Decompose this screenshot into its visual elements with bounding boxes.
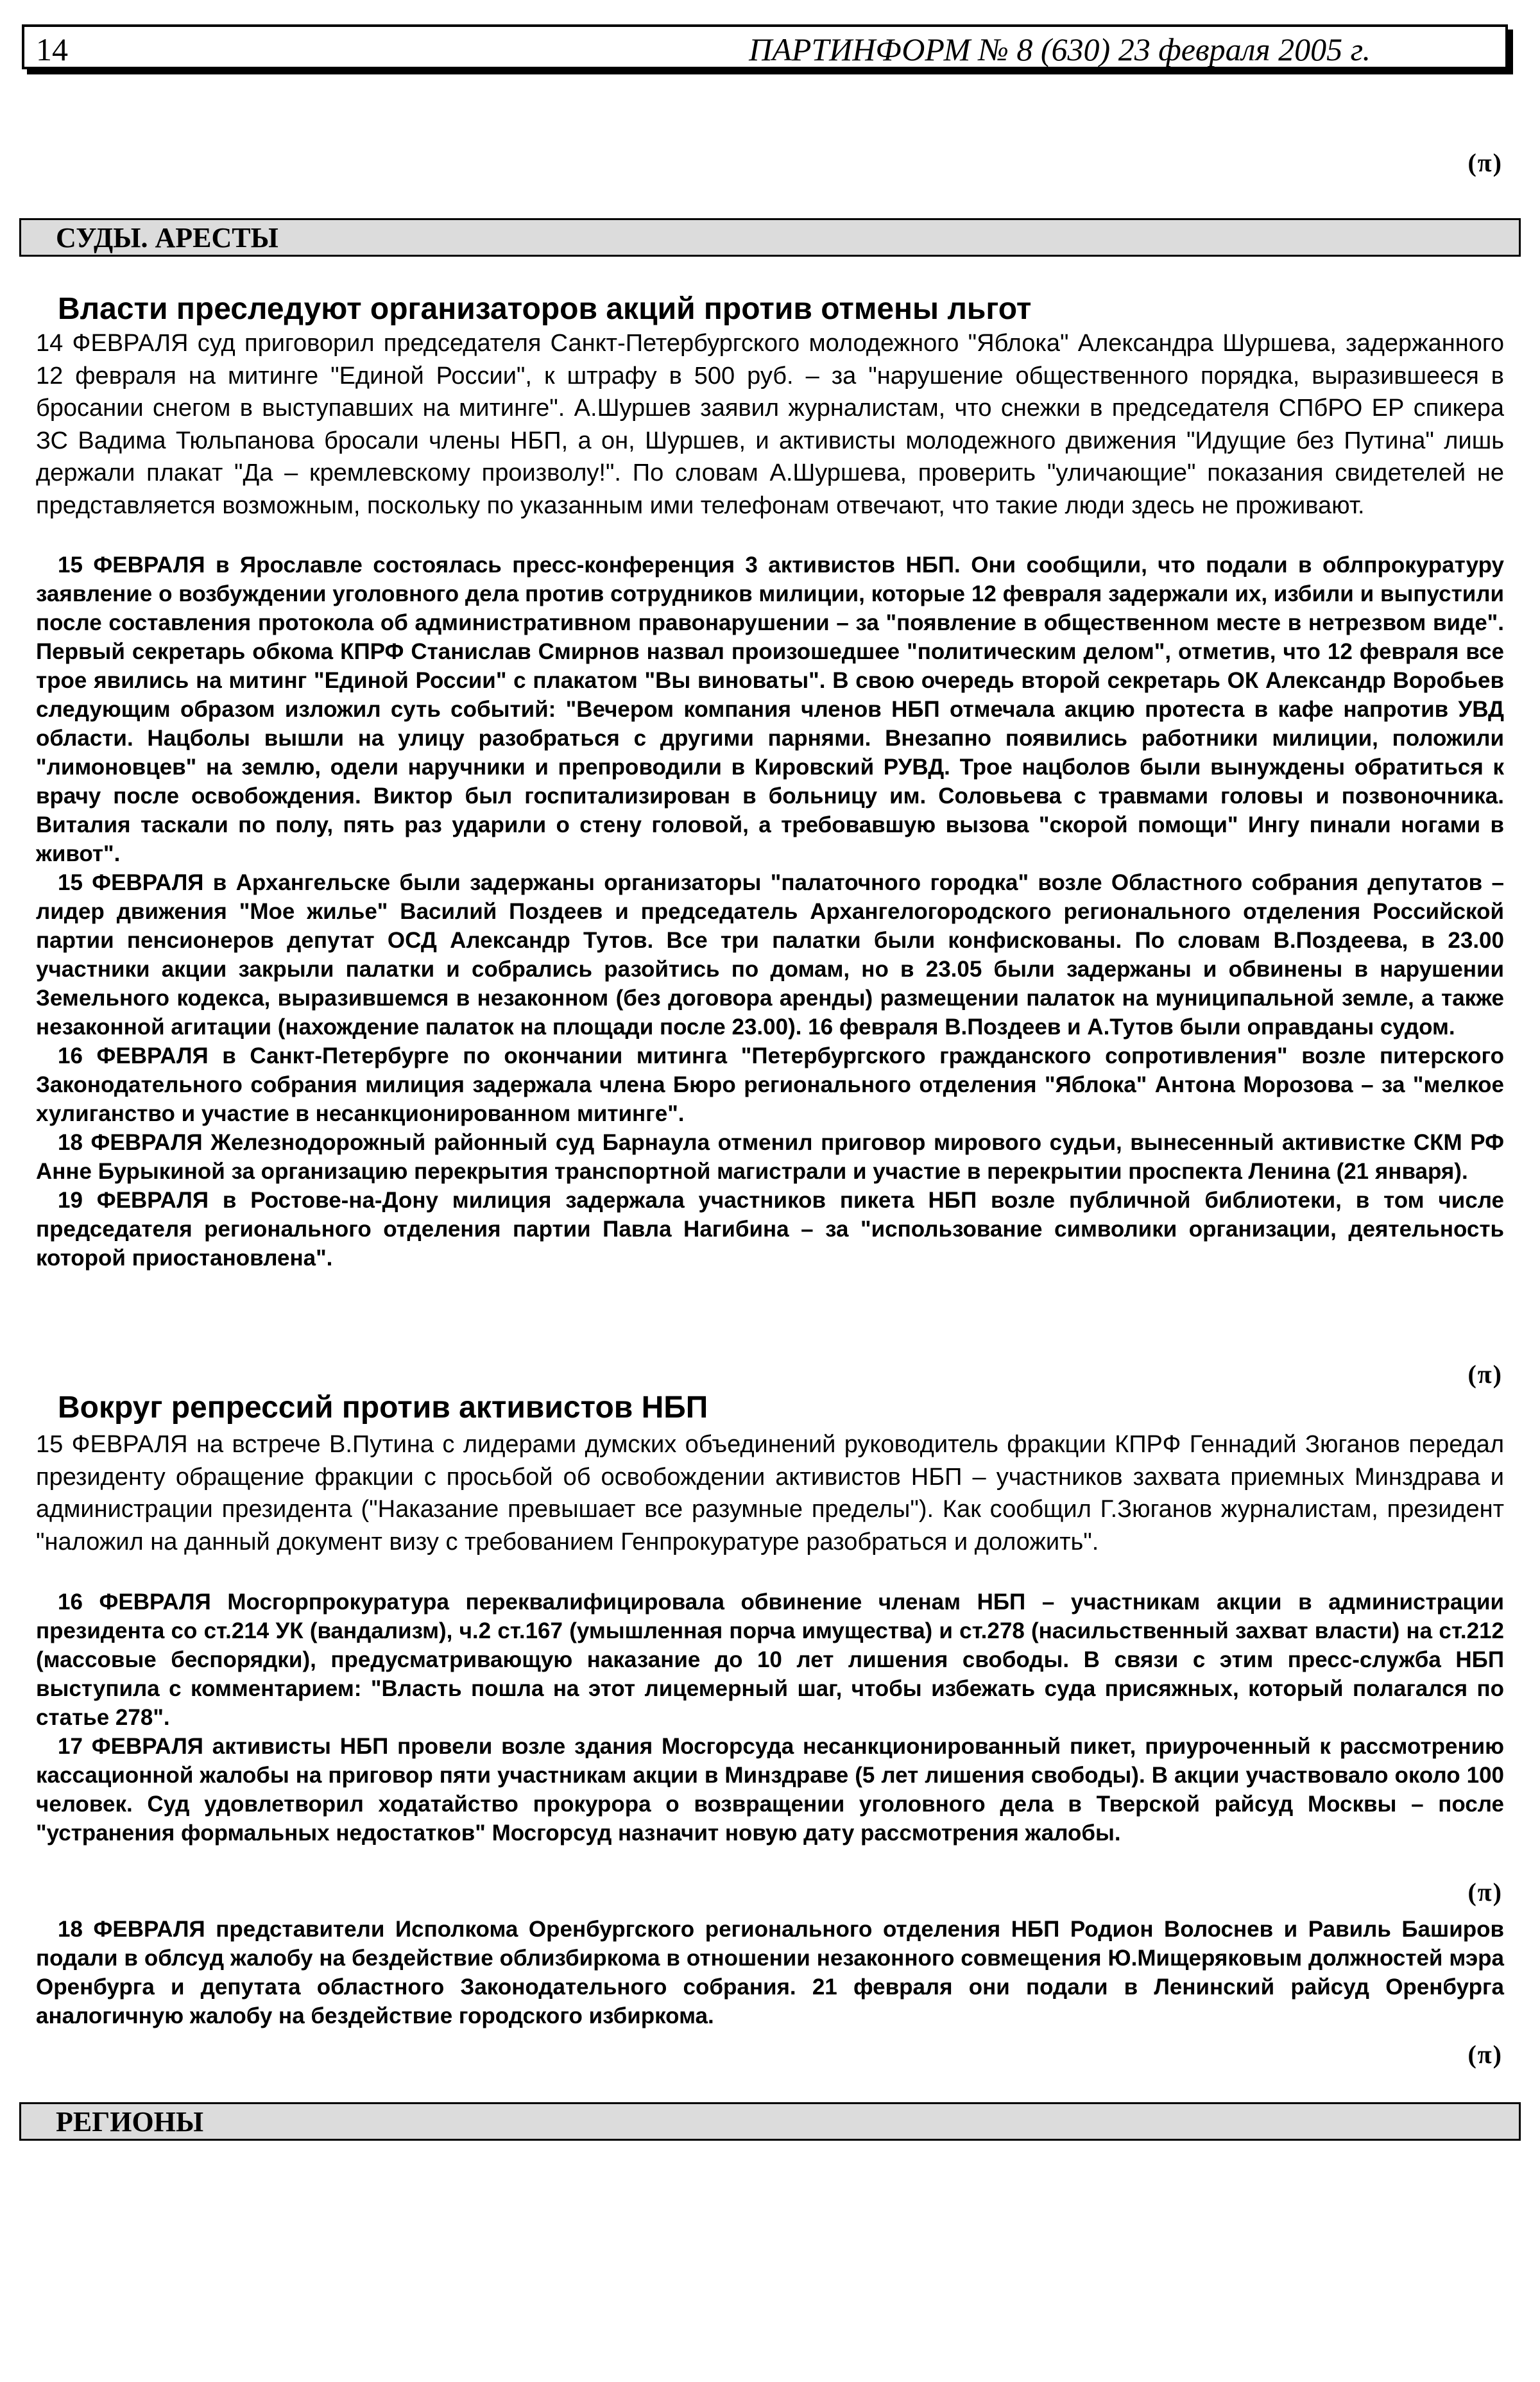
news-paragraph: 19 ФЕВРАЛЯ в Ростове-на-Дону милиция задержала участников пикета НБП возле публичной библиотеки, в том числе председателя регионального отделения партии Павла Нагибина – за "использование символики организации, деятельность которой приостановлена".: [36, 1188, 1504, 1271]
news-paragraph: 18 ФЕВРАЛЯ Железнодорожный районный суд Барнаула отменил приговор мирового судьи, вынесенный активистке СКМ РФ Анне Бурыкиной за организацию перекрытия транспортной магистрали и участие в перекрытии проспекта Ленина (21 января).: [36, 1130, 1504, 1184]
article-body: [36, 1915, 1504, 2030]
publication-title: ПАРТИНФОРМ № 8 (630) 23 февраля 2005 г.: [749, 31, 1371, 67]
source-mark: (π): [1467, 1360, 1503, 1389]
article-headline: Вокруг репрессий против активистов НБП: [58, 1391, 708, 1425]
article-body: [36, 551, 1504, 1272]
source-mark: (π): [1467, 2040, 1503, 2069]
news-paragraph: 15 ФЕВРАЛЯ в Архангельске были задержаны организаторы "палаточного городка" возле Областного собрания депутатов – лидер движения "Мое жилье" Василий Поздеев и председатель Архангелогородского регионального отделения Российской партии пенсионеров депутат ОСД Александр Тутов. Все три палатки были конфискованы. По словам В.Поздеева, в 23.00 участники акции закрыли палатки и собрались разойтись по домам, но в 23.05 были задержаны и обвинены в нарушении Земельного кодекса, выразившемся в незаконном (без договора аренды) размещении палаток на муниципальной земле, а также незаконной агитации (нахождение палаток на площади после 23.00). 16 февраля В.Поздеев и А.Тутов были оправданы судом.: [36, 870, 1504, 1040]
article-headline: Власти преследуют организаторов акций против отмены льгот: [58, 292, 1032, 326]
news-paragraph: 17 ФЕВРАЛЯ активисты НБП провели возле здания Мосгорсуда несанкционированный пикет, приуроченный к рассмотрению кассационной жалобы на приговор пяти участникам акции в Минздраве (5 лет лишения свободы). В акции участвовало около 100 человек. Суд удовлетворил ходатайство прокурора о возвращении уголовного дела в Тверской райсуд Москвы – после "устранения формальных недостатков" Мосгорсуд назначит новую дату рассмотрения жалобы.: [36, 1734, 1504, 1846]
lead-paragraph: 15 ФЕВРАЛЯ на встрече В.Путина с лидерами думских объединений руководитель фракции КПРФ Геннадий Зюганов передал президенту обращение фракции с просьбой об освобождении активистов НБП – участников захвата приемных Минздрава и администрации президента ("Наказание превышает все разумные пределы"). Как сообщил Г.Зюганов журналистам, президент "наложил на данный документ визу с требованием Генпрокуратуре разобраться и доложить".: [36, 1431, 1504, 1555]
news-paragraph: 15 ФЕВРАЛЯ в Ярославле состоялась пресс-конференция 3 активистов НБП. Они сообщили, что подали в облпрокуратуру заявление о возбуждении уголовного дела против сотрудников милиции, которые 12 февраля задержали их, избили и выпустили после составления протокола об административном правонарушении – за "появление в общественном месте в нетрезвом виде". Первый секретарь обкома КПРФ Станислав Смирнов назвал произошедшее "политическим делом", отметив, что 12 февраля все трое явились на митинг "Единой России" с плакатом "Вы виноваты". В свою очередь второй секретарь ОК Александр Воробьев следующим образом изложил суть событий: "Вечером компания членов НБП отмечала акцию протеста в кафе напротив УВД области. Нацболы вышли на улицу разобраться с другими парнями. Внезапно появились работники милиции, положили "лимоновцев" на землю, одели наручники и препроводили в Кировский РУВД. Трое нацболов были вынуждены обратиться к врачу после освобождения. Виктор был госпитализирован в больницу им. Соловьева с травмами головы и позвоночника. Виталия таскали по полу, пять раз ударили о стену головой, а требовавшую вызова "скорой помощи" Ингу пинали ногами в живот".: [36, 553, 1504, 866]
news-paragraph: 16 ФЕВРАЛЯ Мосгорпрокуратура переквалифицировала обвинение членам НБП – участникам акции в администрации президента со ст.214 УК (вандализм), ч.2 ст.167 (умышленная порча имущества) и ст.278 (насильственный захват власти) на ст.212 (массовые беспорядки), предусматривающую наказание до 10 лет лишения свободы. В связи с этим пресс-служба НБП выступила с комментарием: "Власть пошла на этот лицемерный шаг, чтобы избежать суда присяжных, который полагался по статье 278".: [36, 1589, 1504, 1730]
section-bar-courts: СУДЫ. АРЕСТЫ: [19, 218, 1521, 257]
page-number: 14: [36, 31, 68, 67]
article-body: [36, 1588, 1504, 1847]
article-lead: [36, 1428, 1504, 1558]
page-header: [22, 24, 1508, 69]
lead-paragraph: 14 ФЕВРАЛЯ суд приговорил председателя Санкт-Петербургского молодежного "Яблока" Александра Шуршева, задержанного 12 февраля на митинге "Единой России", к штрафу в 500 руб. – за "нарушение общественного порядка, выразившееся в бросании снегом в выступавших на митинге". А.Шуршев заявил журналистам, что снежки в председателя СПбРО ЕР спикера ЗС Вадима Тюльпанова бросали члены НБП, а он, Шуршев, и активисты молодежного движения "Идущие без Путина" лишь держали плакат "Да – кремлевскому произволу!". По словам А.Шуршева, проверить "уличающие" показания свидетелей не представляется возможным, поскольку по указанным ими телефонам отвечают, что такие люди здесь не проживают.: [36, 330, 1504, 519]
source-mark: (π): [1467, 148, 1503, 177]
section-bar-regions: РЕГИОНЫ: [19, 2102, 1521, 2141]
news-paragraph: 16 ФЕВРАЛЯ в Санкт-Петербурге по окончании митинга "Петербургского гражданского сопротивления" возле питерского Законодательного собрания милиция задержала члена Бюро регионального отделения "Яблока" Антона Морозова – за "мелкое хулиганство и участие в несанкционированном митинге".: [36, 1043, 1504, 1126]
source-mark: (π): [1467, 1878, 1503, 1906]
article-lead: [36, 327, 1504, 522]
news-paragraph: 18 ФЕВРАЛЯ представители Исполкома Оренбургского регионального отделения НБП Родион Волоснев и Равиль Баширов подали в облсуд жалобу на бездействие облизбиркома в отношении незаконного совмещения Ю.Мищеряковым должностей мэра Оренбурга и депутата областного Законодательного собрания. 21 февраля они подали в Ленинский райсуд Оренбурга аналогичную жалобу на бездействие городского избиркома.: [36, 1917, 1504, 2028]
